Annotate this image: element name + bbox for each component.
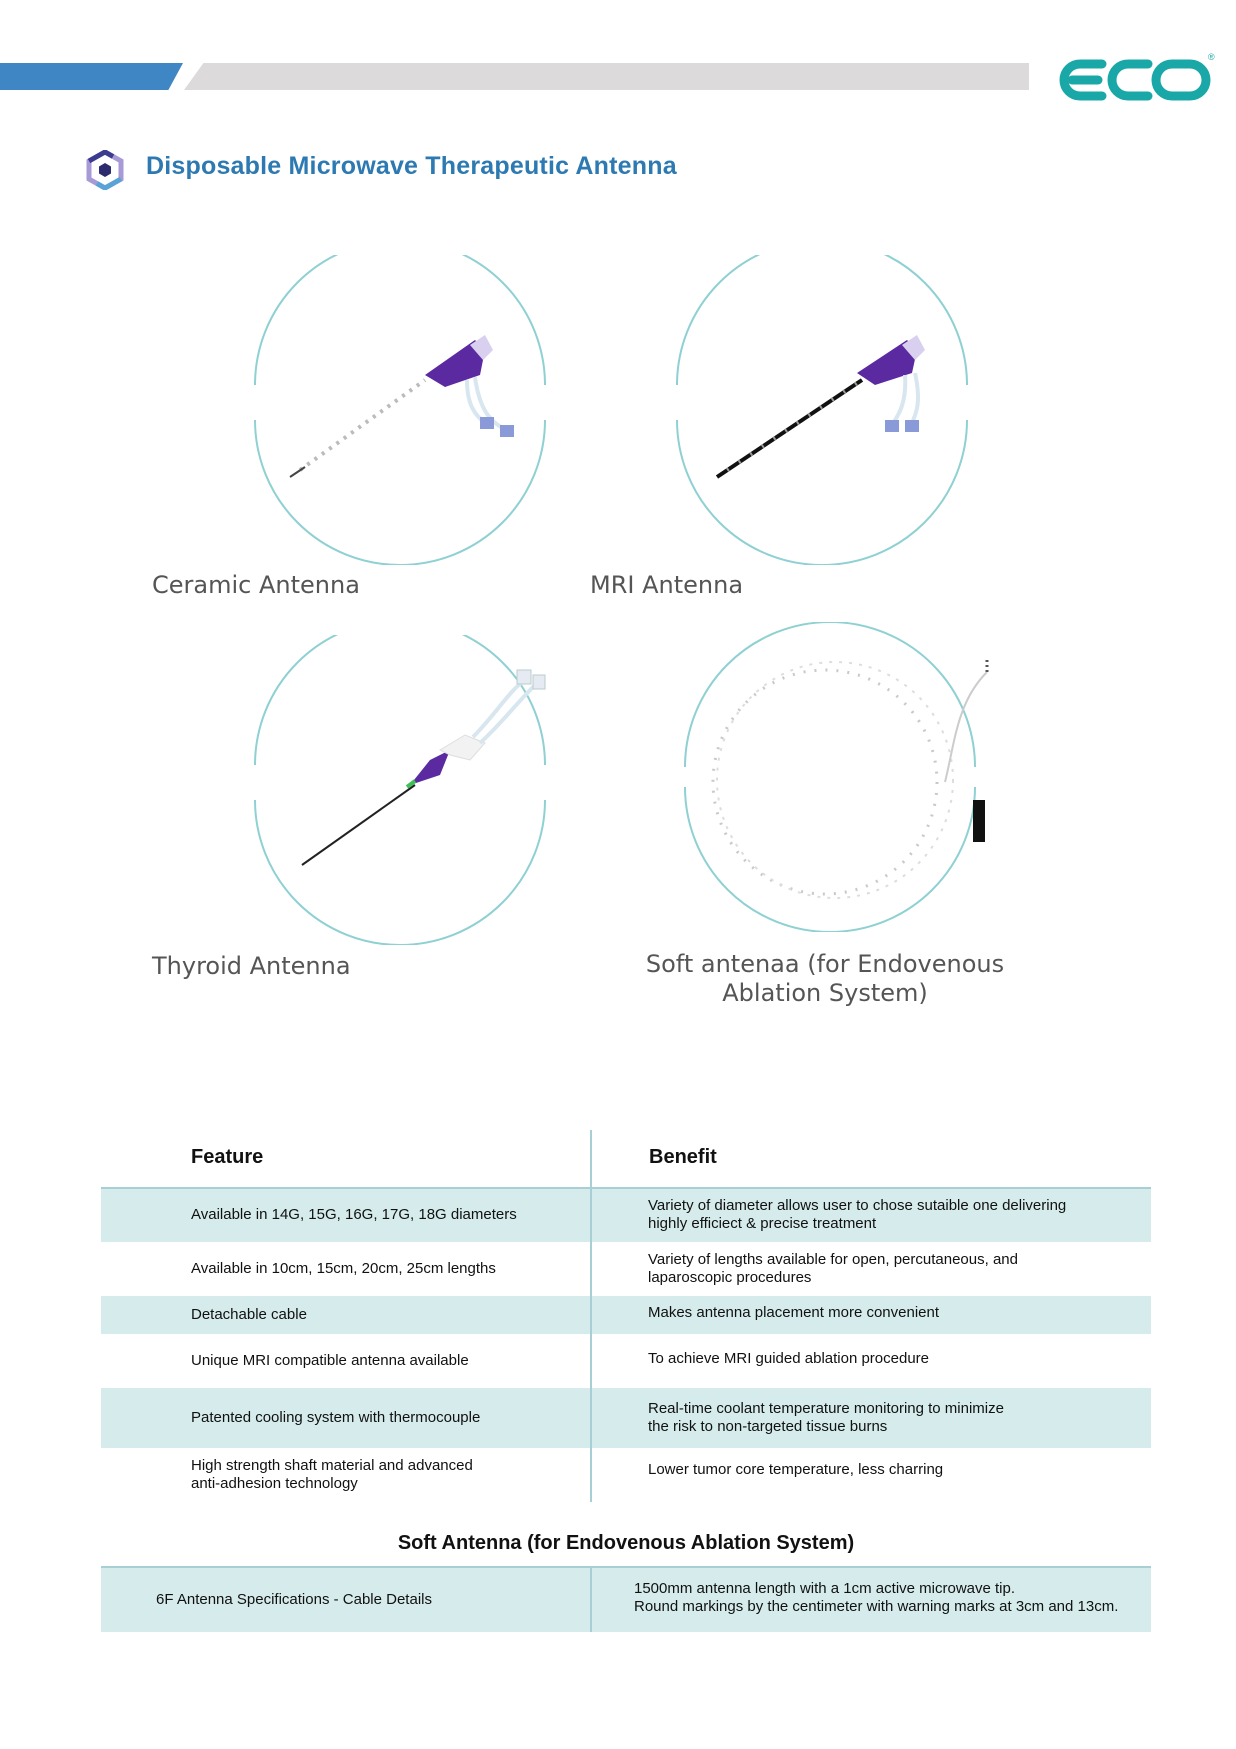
feature-column-header: Feature (191, 1146, 264, 1168)
header-band-blue (0, 63, 183, 90)
soft-antenna-caption-line2: Ablation System) (722, 979, 928, 1007)
feature-cell: High strength shaft material and advanced anti-adhesion technology (191, 1457, 473, 1492)
header-band-gray (184, 63, 1029, 90)
thyroid-antenna-caption: Thyroid Antenna (152, 952, 351, 980)
soft-antenna-table (101, 1520, 1151, 1632)
page-title: Disposable Microwave Therapeutic Antenna (146, 152, 677, 180)
ceramic-antenna-caption: Ceramic Antenna (152, 571, 360, 599)
soft-antenna-caption-line1: Soft antenaa (for Endovenous (645, 950, 1005, 978)
table-row (101, 1188, 1151, 1242)
registered-mark: ® (1208, 52, 1215, 62)
benefit-cell: Variety of diameter allows user to chose sutaible one delivering highly efficiect & precise treatment (648, 1197, 1067, 1232)
header-divider (101, 1187, 1151, 1189)
table-row (101, 1296, 1151, 1334)
feature-cell: Detachable cable (191, 1306, 307, 1323)
ceramic-antenna-image (245, 255, 555, 565)
soft-antenna-image (675, 622, 1000, 932)
feature-cell: Patented cooling system with thermocouple (191, 1409, 481, 1426)
soft-antenna-caption (635, 950, 1015, 1008)
feature-cell: Available in 10cm, 15cm, 20cm, 25cm lengths (191, 1260, 496, 1277)
benefit-cell: Lower tumor core temperature, less charring (648, 1461, 944, 1478)
hexagon-logo-icon (85, 150, 125, 190)
feature-benefit-table (101, 1130, 1151, 1502)
eco-logo (1058, 50, 1216, 110)
thyroid-antenna-image (245, 635, 555, 945)
mri-antenna-caption: MRI Antenna (590, 571, 744, 599)
feature-cell: Available in 14G, 15G, 16G, 17G, 18G diameters (191, 1206, 517, 1223)
benefit-cell: Variety of lengths available for open, percutaneous, and laparoscopic procedures (648, 1251, 1018, 1286)
table-row (101, 1334, 1151, 1388)
benefit-cell: Real-time coolant temperature monitoring to minimize the risk to non-targeted tissue burns (648, 1400, 1004, 1435)
benefit-column-header: Benefit (649, 1146, 717, 1168)
soft-table-column-divider (590, 1566, 592, 1632)
spec-value-cell: 1500mm antenna length with a 1cm active microwave tip. Round markings by the centimeter with warning marks at 3cm and 13cm. (634, 1580, 1119, 1615)
table-row (101, 1388, 1151, 1448)
table-row (101, 1568, 1151, 1632)
spec-label-cell: 6F Antenna Specifications - Cable Details (156, 1591, 432, 1608)
soft-antenna-table-title: Soft Antenna (for Endovenous Ablation System) (397, 1532, 855, 1554)
mri-antenna-image (667, 255, 977, 565)
column-divider (590, 1130, 592, 1502)
table-row (101, 1242, 1151, 1296)
benefit-cell: Makes antenna placement more convenient (648, 1304, 940, 1321)
benefit-cell: To achieve MRI guided ablation procedure (648, 1350, 930, 1367)
table-row (101, 1448, 1151, 1502)
feature-cell: Unique MRI compatible antenna available (191, 1352, 469, 1369)
